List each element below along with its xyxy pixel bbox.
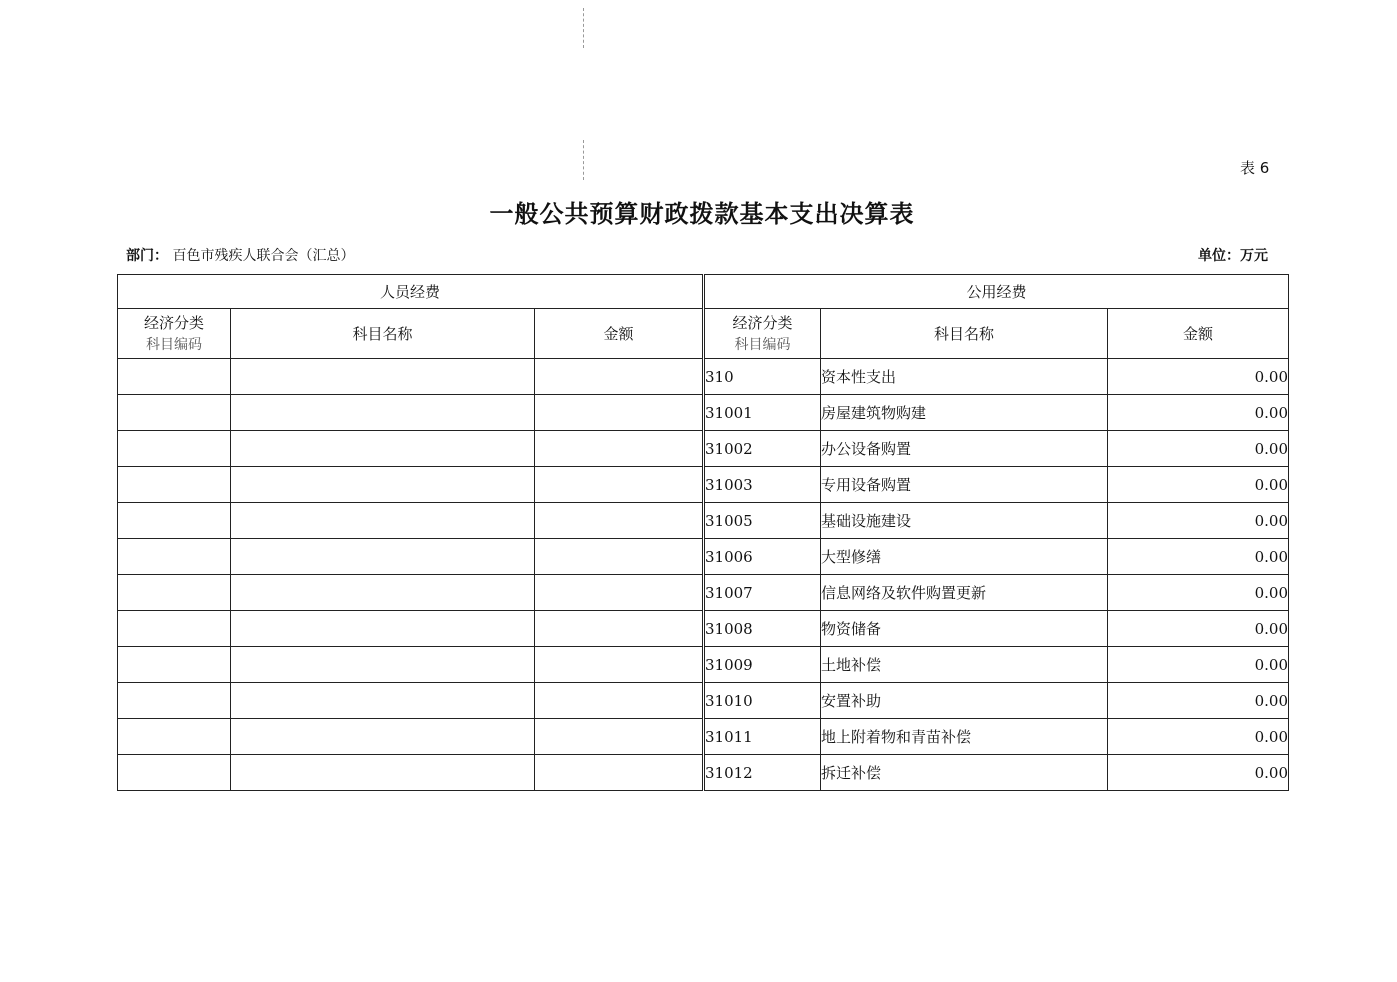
personnel-name-cell <box>231 431 535 467</box>
personnel-name-cell <box>231 719 535 755</box>
personnel-code-cell <box>118 611 231 647</box>
personnel-name-cell <box>231 647 535 683</box>
table-row <box>118 755 1289 791</box>
table-row <box>118 575 1289 611</box>
public-amount-cell: 0.00 <box>1108 503 1289 539</box>
personnel-code-cell <box>118 395 231 431</box>
table-row <box>118 395 1289 431</box>
personnel-name-cell <box>231 683 535 719</box>
personnel-code-cell <box>118 575 231 611</box>
table-row <box>118 539 1289 575</box>
personnel-amount-header: 金额 <box>535 309 704 359</box>
public-name-cell: 大型修缮 <box>821 539 1108 575</box>
table-row <box>118 719 1289 755</box>
public-code-cell: 31006 <box>704 539 821 575</box>
personnel-amount-cell <box>535 575 704 611</box>
public-code-cell: 31002 <box>704 431 821 467</box>
personnel-amount-cell <box>535 539 704 575</box>
public-name-cell: 安置补助 <box>821 683 1108 719</box>
public-code-cell: 31005 <box>704 503 821 539</box>
personnel-amount-cell <box>535 683 704 719</box>
public-name-cell: 信息网络及软件购置更新 <box>821 575 1108 611</box>
public-code-cell: 31003 <box>704 467 821 503</box>
public-amount-cell: 0.00 <box>1108 755 1289 791</box>
public-code-cell: 31007 <box>704 575 821 611</box>
personnel-code-header-line1: 经济分类 <box>143 313 204 332</box>
public-amount-cell: 0.00 <box>1108 647 1289 683</box>
public-amount-cell: 0.00 <box>1108 467 1289 503</box>
public-code-cell: 31001 <box>704 395 821 431</box>
public-amount-cell: 0.00 <box>1108 719 1289 755</box>
personnel-name-cell <box>231 755 535 791</box>
public-amount-cell: 0.00 <box>1108 575 1289 611</box>
personnel-code-header <box>118 309 231 359</box>
public-name-cell: 基础设施建设 <box>821 503 1108 539</box>
public-amount-cell: 0.00 <box>1108 611 1289 647</box>
table-row <box>118 611 1289 647</box>
fold-crease-top <box>583 8 584 48</box>
public-code-cell: 31012 <box>704 755 821 791</box>
public-amount-cell: 0.00 <box>1108 539 1289 575</box>
public-code-cell: 31009 <box>704 647 821 683</box>
public-code-header-line1: 经济分类 <box>732 313 793 332</box>
personnel-amount-cell <box>535 395 704 431</box>
personnel-code-cell <box>118 755 231 791</box>
table-row <box>118 647 1289 683</box>
personnel-expense-header: 人员经费 <box>118 275 704 309</box>
public-amount-cell: 0.00 <box>1108 431 1289 467</box>
unit-label: 单位：万元 <box>1198 248 1268 264</box>
department-line <box>126 245 354 265</box>
public-amount-cell: 0.00 <box>1108 359 1289 395</box>
budget-table <box>117 274 1289 791</box>
personnel-code-cell <box>118 719 231 755</box>
public-name-cell: 房屋建筑物购建 <box>821 395 1108 431</box>
personnel-code-cell <box>118 683 231 719</box>
public-name-cell: 办公设备购置 <box>821 431 1108 467</box>
page-title: 一般公共预算财政拨款基本支出决算表 <box>489 200 915 228</box>
personnel-name-cell <box>231 359 535 395</box>
personnel-amount-cell <box>535 719 704 755</box>
personnel-code-cell <box>118 503 231 539</box>
department-label: 部门： <box>126 248 168 264</box>
personnel-name-cell <box>231 395 535 431</box>
personnel-amount-cell <box>535 755 704 791</box>
personnel-code-header-line2: 科目编码 <box>146 336 202 353</box>
public-name-cell: 物资储备 <box>821 611 1108 647</box>
table-row <box>118 503 1289 539</box>
personnel-code-cell <box>118 539 231 575</box>
public-name-cell: 地上附着物和青苗补偿 <box>821 719 1108 755</box>
table-row <box>118 467 1289 503</box>
personnel-name-cell <box>231 539 535 575</box>
department-name: 百色市残疾人联合会（汇总） <box>172 248 355 264</box>
public-name-header: 科目名称 <box>821 309 1108 359</box>
personnel-amount-cell <box>535 359 704 395</box>
public-code-cell: 31011 <box>704 719 821 755</box>
personnel-code-cell <box>118 359 231 395</box>
personnel-code-cell <box>118 431 231 467</box>
public-amount-cell: 0.00 <box>1108 683 1289 719</box>
personnel-amount-cell <box>535 467 704 503</box>
personnel-name-cell <box>231 503 535 539</box>
table-row <box>118 683 1289 719</box>
personnel-name-cell <box>231 467 535 503</box>
personnel-name-cell <box>231 611 535 647</box>
personnel-amount-cell <box>535 503 704 539</box>
public-amount-cell: 0.00 <box>1108 395 1289 431</box>
public-code-header-line2: 科目编码 <box>734 336 791 353</box>
public-name-cell: 专用设备购置 <box>821 467 1108 503</box>
public-code-cell: 31010 <box>704 683 821 719</box>
public-code-cell: 31008 <box>704 611 821 647</box>
public-name-cell: 拆迁补偿 <box>821 755 1108 791</box>
public-amount-header: 金额 <box>1108 309 1289 359</box>
table-number: 表 6 <box>1240 159 1270 177</box>
personnel-amount-cell <box>535 431 704 467</box>
personnel-amount-cell <box>535 647 704 683</box>
personnel-name-header: 科目名称 <box>231 309 535 359</box>
table-row <box>118 431 1289 467</box>
personnel-amount-cell <box>535 611 704 647</box>
public-code-header <box>704 309 821 359</box>
personnel-code-cell <box>118 647 231 683</box>
public-name-cell: 土地补偿 <box>821 647 1108 683</box>
fold-crease-upper <box>583 140 584 180</box>
public-expense-header: 公用经费 <box>704 275 1289 309</box>
table-row <box>118 359 1289 395</box>
personnel-code-cell <box>118 467 231 503</box>
public-code-cell: 310 <box>704 359 821 395</box>
personnel-name-cell <box>231 575 535 611</box>
public-name-cell: 资本性支出 <box>821 359 1108 395</box>
